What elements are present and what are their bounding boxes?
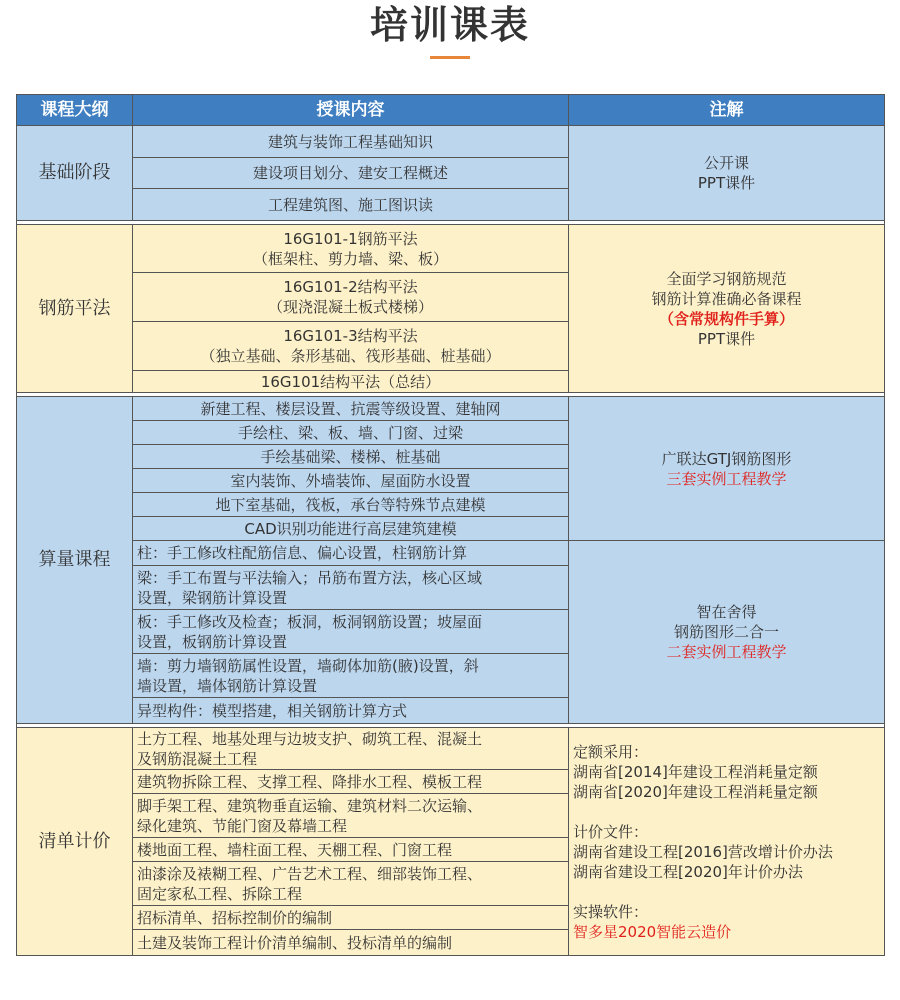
content-cell: 地下室基础，筏板，承台等特殊节点建模 (133, 493, 569, 517)
content-line: 土方工程、地基处理与边坡支护、砌筑工程、混凝土 (137, 729, 483, 748)
content-line: 16G101-3结构平法 (283, 327, 418, 345)
content-cell: 建设项目划分、建安工程概述 (133, 158, 569, 189)
header-outline: 课程大纲 (17, 95, 133, 126)
stage-bill: 清单计价 (17, 728, 133, 956)
header-notes: 注解 (569, 95, 885, 126)
note-line-highlight: （含常规构件手算） (658, 309, 794, 328)
table-row (17, 541, 885, 566)
content-cell (133, 225, 569, 273)
schedule-table (16, 94, 885, 956)
content-line: 固定家私工程、拆除工程 (137, 884, 303, 903)
content-cell (133, 566, 569, 610)
page-title: 培训课表 (369, 3, 530, 47)
content-cell (133, 728, 569, 770)
stage-quantity: 算量课程 (17, 397, 133, 724)
note-line: 实操软件： (573, 902, 649, 921)
content-cell: CAD识别功能进行高层建筑建模 (133, 517, 569, 541)
content-line: 脚手架工程、建筑物垂直运输、建筑材料二次运输、 (137, 796, 483, 815)
table-row (17, 397, 885, 421)
note-line-highlight: 三套实例工程教学 (666, 469, 787, 488)
content-cell (133, 794, 569, 838)
content-line: 板：手工修改及检查；板洞，板洞钢筋设置；坡屋面 (137, 612, 483, 631)
note-line: 湖南省[2014]年建设工程消耗量定额 (573, 762, 818, 781)
note-line: PPT课件 (697, 174, 756, 192)
content-line: 墙：剪力墙钢筋属性设置，墙砌体加筋(腋)设置，斜 (137, 656, 479, 675)
note-bill (569, 728, 885, 956)
content-cell: 16G101结构平法（总结） (133, 371, 569, 393)
content-cell (133, 610, 569, 654)
content-line: 设置，梁钢筋计算设置 (137, 588, 288, 607)
stage-basics: 基础阶段 (17, 126, 133, 221)
content-line: 油漆涂及裱糊工程、广告艺术工程、细部装饰工程、 (137, 864, 483, 883)
note-basics (569, 126, 885, 221)
content-cell: 工程建筑图、施工图识读 (133, 189, 569, 221)
note-line: 计价文件： (573, 822, 649, 841)
stage-rebar: 钢筋平法 (17, 225, 133, 393)
content-cell: 手绘柱、梁、板、墙、门窗、过梁 (133, 421, 569, 445)
content-cell: 土建及装饰工程计价清单编制、投标清单的编制 (133, 930, 569, 956)
note-quantity-gtj (569, 397, 885, 541)
content-cell: 新建工程、楼层设置、抗震等级设置、建轴网 (133, 397, 569, 421)
note-line: 钢筋计算准确必备课程 (651, 289, 802, 308)
note-line: 钢筋图形二合一 (673, 623, 779, 641)
note-line: 全面学习钢筋规范 (666, 269, 787, 288)
note-quantity-zz (569, 541, 885, 724)
content-line: 及钢筋混凝土工程 (137, 749, 258, 768)
content-line: 16G101-1钢筋平法 (283, 229, 418, 248)
content-cell: 楼地面工程、墙柱面工程、天棚工程、门窗工程 (133, 838, 569, 862)
content-line: （独立基础、条形基础、筏形基础、桩基础） (200, 347, 501, 365)
table-row (17, 126, 885, 158)
note-line: 广联达GTJ钢筋图形 (661, 449, 792, 468)
header-content: 授课内容 (133, 95, 569, 126)
content-line: 绿化建筑、节能门窗及幕墙工程 (137, 816, 348, 835)
content-cell: 招标清单、招标控制价的编制 (133, 906, 569, 930)
content-cell (133, 273, 569, 322)
content-cell: 室内装饰、外墙装饰、屋面防水设置 (133, 469, 569, 493)
title-underline (430, 56, 470, 59)
note-line: 定额采用： (573, 742, 649, 761)
note-line: 公开课 (703, 154, 749, 172)
content-line: 设置，板钢筋计算设置 (137, 632, 288, 651)
content-cell: 建筑物拆除工程、支撑工程、降排水工程、模板工程 (133, 770, 569, 794)
content-cell: 手绘基础梁、楼梯、桩基础 (133, 445, 569, 469)
table-header-row (17, 95, 885, 126)
note-line-highlight: 二套实例工程教学 (666, 643, 787, 661)
content-cell: 异型构件：模型搭建，相关钢筋计算方式 (133, 698, 569, 724)
content-line: 16G101-2结构平法 (283, 278, 418, 296)
note-line: PPT课件 (697, 329, 756, 348)
content-line: （现浇混凝土板式楼梯） (267, 298, 433, 316)
table-row (17, 728, 885, 770)
content-line: （框架柱、剪力墙、梁、板） (252, 249, 448, 268)
content-cell: 建筑与装饰工程基础知识 (133, 126, 569, 158)
content-line: 墙设置，墙体钢筋计算设置 (137, 676, 318, 695)
content-cell: 柱：手工修改柱配筋信息、偏心设置，柱钢筋计算 (133, 541, 569, 566)
note-line: 湖南省[2020]年建设工程消耗量定额 (573, 782, 818, 801)
content-cell (133, 322, 569, 371)
content-line: 梁：手工布置与平法输入；吊筋布置方法，核心区域 (137, 568, 483, 587)
note-line-highlight: 智多星2020智能云造价 (573, 922, 732, 941)
content-cell (133, 862, 569, 906)
note-line: 智在舍得 (696, 603, 757, 621)
note-line: 湖南省建设工程[2020]年计价办法 (573, 862, 803, 881)
note-rebar (569, 225, 885, 393)
note-line: 湖南省建设工程[2016]营改增计价办法 (573, 842, 833, 861)
table-row (17, 225, 885, 273)
content-cell (133, 654, 569, 698)
